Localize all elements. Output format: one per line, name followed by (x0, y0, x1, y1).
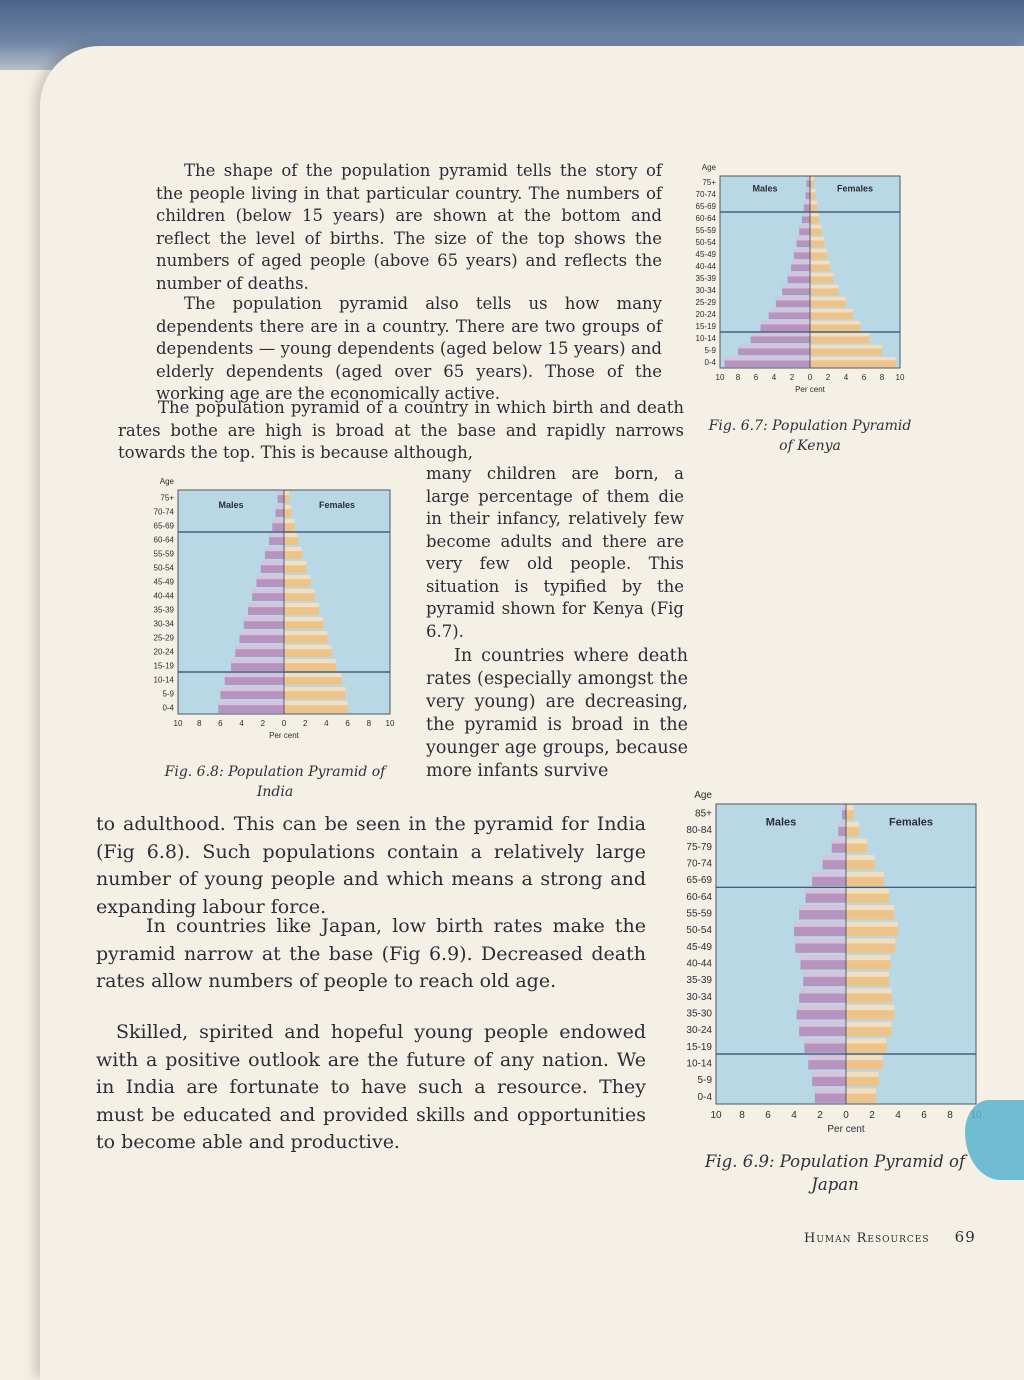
age-tick-label: 50-54 (695, 238, 716, 247)
age-tick-label: 35-39 (153, 605, 174, 615)
x-tick-label: 2 (260, 719, 266, 728)
male-bar-highlight (812, 872, 846, 877)
age-tick-label: 15-19 (695, 322, 716, 331)
female-bar-highlight (846, 855, 875, 860)
female-bar-highlight (846, 972, 889, 977)
age-tick-label: 20-24 (695, 310, 716, 319)
x-tick-label: 4 (843, 373, 849, 382)
female-bar-highlight (846, 822, 859, 827)
paragraph-dependents: The population pyramid also tells us how many dependents there are in a country. There are two groups of dependents — young dependents (aged below 15 years) and elderly dependents (aged over 65 years). Those of the working age are the economically active. (156, 294, 662, 403)
male-bar-highlight (795, 939, 846, 944)
age-tick-label: 55-59 (686, 908, 712, 920)
female-bar-highlight (284, 617, 323, 621)
age-tick-label: 65-69 (153, 521, 174, 531)
male-bar-highlight (791, 261, 810, 265)
age-tick-label: 30-34 (695, 286, 716, 295)
female-bar-highlight (810, 285, 839, 289)
female-bar-highlight (810, 201, 817, 205)
x-tick-label: 0 (843, 1110, 849, 1121)
male-bar-highlight (804, 1039, 846, 1044)
male-bar-highlight (231, 659, 284, 663)
age-tick-label: 0-4 (162, 703, 174, 713)
female-bar-highlight (284, 561, 306, 565)
age-axis-title: Age (701, 163, 716, 172)
male-bar-highlight (261, 561, 284, 565)
age-tick-label: 25-29 (153, 633, 174, 643)
male-bar-highlight (797, 1005, 846, 1010)
age-tick-label: 45-49 (153, 577, 174, 587)
x-tick-label: 8 (366, 719, 372, 728)
x-tick-label: 10 (895, 373, 905, 382)
age-axis-title: Age (159, 477, 174, 486)
age-tick-label: 75-79 (686, 841, 712, 853)
age-tick-label: 10-14 (153, 675, 174, 685)
x-tick-label: 4 (895, 1110, 901, 1121)
age-tick-label: 80-84 (686, 825, 712, 837)
female-bar-highlight (810, 321, 860, 325)
kenya-caption (700, 416, 920, 456)
age-tick-label: 45-49 (686, 941, 712, 953)
x-tick-label: 2 (302, 719, 308, 728)
japan-caption (690, 1150, 980, 1196)
age-tick-label: 65-69 (695, 202, 716, 211)
female-bar-highlight (846, 1022, 892, 1027)
x-axis-title: Per cent (269, 731, 299, 740)
x-tick-label: 2 (825, 373, 831, 382)
age-tick-label: 65-69 (686, 875, 712, 887)
female-bar-highlight (284, 575, 311, 579)
x-axis-title: Per cent (795, 385, 825, 394)
x-tick-label: 4 (771, 373, 777, 382)
age-tick-label: 35-39 (695, 274, 716, 283)
age-tick-label: 15-19 (686, 1041, 712, 1053)
age-tick-label: 60-64 (695, 214, 716, 223)
x-tick-label: 8 (947, 1110, 953, 1121)
male-bar-highlight (252, 589, 284, 593)
male-bar-highlight (806, 177, 810, 181)
male-bar-highlight (799, 225, 810, 229)
japan-population-pyramid (664, 780, 994, 1155)
age-tick-label: 5-9 (162, 689, 174, 699)
female-bar-highlight (846, 1072, 879, 1077)
female-bar-highlight (810, 345, 882, 349)
x-axis-title: Per cent (827, 1124, 865, 1135)
female-bar-highlight (284, 701, 348, 705)
female-bar-highlight (846, 839, 867, 844)
age-tick-label: 75+ (702, 178, 716, 187)
paragraph-pyramid-shape: The shape of the population pyramid tells the story of the people living in that particular country. The numbers of children (below 15 years) are shown at the bottom and reflect the level of births. The size of the top shows the numbers of aged people (above 65 years) and reflects the number of deaths. (156, 161, 662, 293)
age-tick-label: 40-44 (695, 262, 716, 271)
female-bar-highlight (284, 547, 302, 551)
female-bar-highlight (810, 177, 814, 181)
x-tick-label: 6 (861, 373, 867, 382)
female-bar-highlight (284, 491, 289, 495)
male-bar-highlight (220, 687, 284, 691)
females-label: Females (836, 183, 874, 194)
male-bar-highlight (782, 285, 810, 289)
male-bar-highlight (278, 491, 284, 495)
male-bar-highlight (808, 1055, 846, 1060)
india-caption-text: Population Pyramid of India (228, 764, 386, 800)
female-bar-highlight (810, 261, 830, 265)
female-bar-highlight (846, 872, 884, 877)
male-bar-highlight (806, 889, 846, 894)
x-tick-label: 8 (196, 719, 202, 728)
india-caption (150, 762, 400, 802)
male-bar-highlight (776, 297, 810, 301)
male-bar-highlight (832, 839, 846, 844)
age-tick-label: 40-44 (686, 958, 712, 970)
male-bar-highlight (244, 617, 284, 621)
x-tick-label: 4 (324, 719, 329, 728)
x-tick-label: 8 (879, 373, 885, 382)
age-tick-label: 30-34 (686, 991, 712, 1003)
female-bar-highlight (810, 333, 869, 337)
japan-caption-text: Population Pyramid of Japan (779, 1152, 966, 1194)
x-tick-label: 8 (739, 1110, 745, 1121)
paragraph-japan: In countries like Japan, low birth rates make the pyramid narrow at the base (Fig 6.9). Decreased death rates allow numbers of people to reach old age. (96, 915, 646, 992)
male-bar-highlight (801, 955, 847, 960)
age-axis-title: Age (694, 790, 712, 801)
age-tick-label: 85+ (695, 808, 712, 820)
female-bar-highlight (810, 189, 815, 193)
paragraph-decreasing-death: In countries where death rates (especially amongst the very young) are decreasing, the pyramid is broad in the younger age groups, because more infants survive (426, 646, 688, 781)
female-bar-highlight (846, 1039, 886, 1044)
age-tick-label: 20-24 (153, 647, 174, 657)
male-bar-highlight (799, 905, 846, 910)
age-tick-label: 55-59 (695, 226, 716, 235)
female-bar-highlight (810, 237, 824, 241)
x-tick-label: 10 (710, 1110, 722, 1121)
female-bar-highlight (846, 1055, 882, 1060)
male-bar-highlight (272, 519, 284, 523)
female-bar-highlight (284, 589, 315, 593)
x-tick-label: 0 (807, 373, 813, 382)
age-tick-label: 55-59 (153, 549, 174, 559)
male-bar-highlight (799, 1022, 846, 1027)
x-tick-label: 8 (735, 373, 741, 382)
male-bar-highlight (842, 805, 846, 810)
male-bar-highlight (761, 321, 811, 325)
female-bar-highlight (810, 225, 822, 229)
x-tick-label: 2 (817, 1110, 823, 1121)
male-bar-highlight (815, 1089, 846, 1094)
age-tick-label: 0-4 (697, 1091, 712, 1103)
age-tick-label: 50-54 (686, 925, 712, 937)
male-bar-highlight (799, 989, 846, 994)
female-bar-highlight (846, 939, 895, 944)
female-bar-highlight (846, 889, 889, 894)
footer-section: Human Resources (804, 1231, 930, 1246)
female-bar-highlight (284, 687, 345, 691)
india-caption-fig: Fig. 6.8: (164, 764, 224, 780)
x-tick-label: 6 (765, 1110, 771, 1121)
india-population-pyramid (150, 470, 400, 760)
age-tick-label: 30-24 (686, 1025, 712, 1037)
x-tick-label: 0 (281, 719, 287, 728)
paragraph-young-people: Skilled, spirited and hopeful young people endowed with a positive outlook are the future of any nation. We in India are fortunate to have such a resource. They must be educated and provided skills and opportunities to become able and productive. (96, 1021, 646, 1153)
male-bar-highlight (794, 249, 810, 253)
page-number: 69 (954, 1228, 976, 1246)
female-bar-highlight (846, 1005, 894, 1010)
x-tick-label: 10 (173, 719, 183, 728)
kenya-population-pyramid (690, 162, 920, 402)
female-bar-highlight (810, 357, 896, 361)
female-bar-highlight (284, 673, 341, 677)
female-bar-highlight (284, 533, 298, 537)
age-tick-label: 25-29 (695, 298, 716, 307)
female-bar-highlight (846, 905, 894, 910)
male-bar-highlight (276, 505, 284, 509)
age-tick-label: 5-9 (697, 1075, 712, 1087)
male-bar-highlight (235, 645, 284, 649)
male-bar-highlight (265, 547, 284, 551)
female-bar-highlight (810, 213, 819, 217)
male-bar-highlight (806, 189, 811, 193)
age-tick-label: 75+ (160, 493, 174, 503)
x-tick-label: 10 (385, 719, 395, 728)
female-bar-highlight (846, 989, 892, 994)
females-label: Females (888, 816, 934, 829)
paragraph-high-birth-death: The population pyramid of a country in which birth and death rates bothe are high is broad at the base and rapidly narrows towards the top. This is because although, (118, 398, 684, 462)
x-tick-label: 6 (218, 719, 223, 728)
age-tick-label: 50-54 (153, 563, 174, 573)
female-bar-highlight (284, 603, 319, 607)
x-tick-label: 4 (791, 1110, 797, 1121)
age-tick-label: 70-74 (695, 190, 716, 199)
male-bar-highlight (218, 701, 284, 705)
age-tick-label: 0-4 (704, 358, 716, 367)
female-bar-highlight (284, 631, 327, 635)
males-label: Males (765, 816, 797, 829)
female-bar-highlight (284, 505, 291, 509)
male-bar-highlight (802, 213, 810, 217)
male-bar-highlight (239, 631, 284, 635)
males-label: Males (218, 500, 244, 511)
male-bar-highlight (788, 273, 811, 277)
age-tick-label: 70-74 (686, 858, 712, 870)
age-tick-label: 60-64 (686, 891, 712, 903)
male-bar-highlight (248, 603, 284, 607)
male-bar-highlight (751, 333, 810, 337)
male-bar-highlight (797, 237, 811, 241)
x-tick-label: 10 (715, 373, 725, 382)
female-bar-highlight (284, 645, 332, 649)
female-bar-highlight (846, 922, 898, 927)
age-tick-label: 70-74 (153, 507, 174, 517)
kenya-caption-fig: Fig. 6.7: (708, 418, 768, 434)
male-bar-highlight (803, 972, 846, 977)
age-tick-label: 30-34 (153, 619, 174, 629)
male-bar-highlight (225, 673, 284, 677)
male-bar-highlight (769, 309, 810, 313)
age-tick-label: 10-14 (695, 334, 716, 343)
age-tick-label: 45-49 (695, 250, 716, 259)
x-tick-label: 2 (789, 373, 795, 382)
female-bar-highlight (846, 805, 854, 810)
female-bar-highlight (284, 519, 295, 523)
male-bar-highlight (823, 855, 846, 860)
females-label: Females (318, 500, 356, 511)
x-tick-label: 4 (239, 719, 244, 728)
female-bar-highlight (810, 297, 846, 301)
female-bar-highlight (284, 659, 336, 663)
male-bar-highlight (269, 533, 284, 537)
female-bar-highlight (846, 1089, 876, 1094)
x-tick-label: 2 (869, 1110, 875, 1121)
female-bar-highlight (846, 955, 890, 960)
male-bar-highlight (812, 1072, 846, 1077)
age-tick-label: 15-19 (153, 661, 174, 671)
male-bar-highlight (256, 575, 284, 579)
paragraph-kenya-explanation: many children are born, a large percentage of them die in their infancy, relatively few become adults and there are very few old people. This situation is typified by the pyramid shown for Kenya (Fig 6.7). (426, 464, 684, 641)
males-label: Males (752, 183, 778, 194)
age-tick-label: 60-64 (153, 535, 174, 545)
x-tick-label: 6 (753, 373, 759, 382)
age-tick-label: 10-14 (686, 1058, 712, 1070)
male-bar-highlight (838, 822, 846, 827)
kenya-caption-text: Population Pyramid of Kenya (772, 418, 912, 454)
japan-caption-fig: Fig. 6.9: (704, 1152, 775, 1171)
x-tick-label: 6 (921, 1110, 927, 1121)
male-bar-highlight (804, 201, 810, 205)
female-bar-highlight (810, 309, 853, 313)
age-tick-label: 35-30 (686, 1008, 712, 1020)
age-tick-label: 40-44 (153, 591, 174, 601)
female-bar-highlight (810, 273, 833, 277)
x-tick-label: 6 (345, 719, 350, 728)
page-footer (804, 1228, 1004, 1246)
male-bar-highlight (725, 357, 811, 361)
male-bar-highlight (738, 345, 810, 349)
age-tick-label: 5-9 (704, 346, 716, 355)
female-bar-highlight (810, 249, 827, 253)
paragraph-india: to adulthood. This can be seen in the pyramid for India (Fig 6.8). Such populations contain a relatively large number of young people and which means a strong and expanding labour force. (96, 813, 646, 918)
age-tick-label: 35-39 (686, 975, 712, 987)
male-bar-highlight (794, 922, 846, 927)
